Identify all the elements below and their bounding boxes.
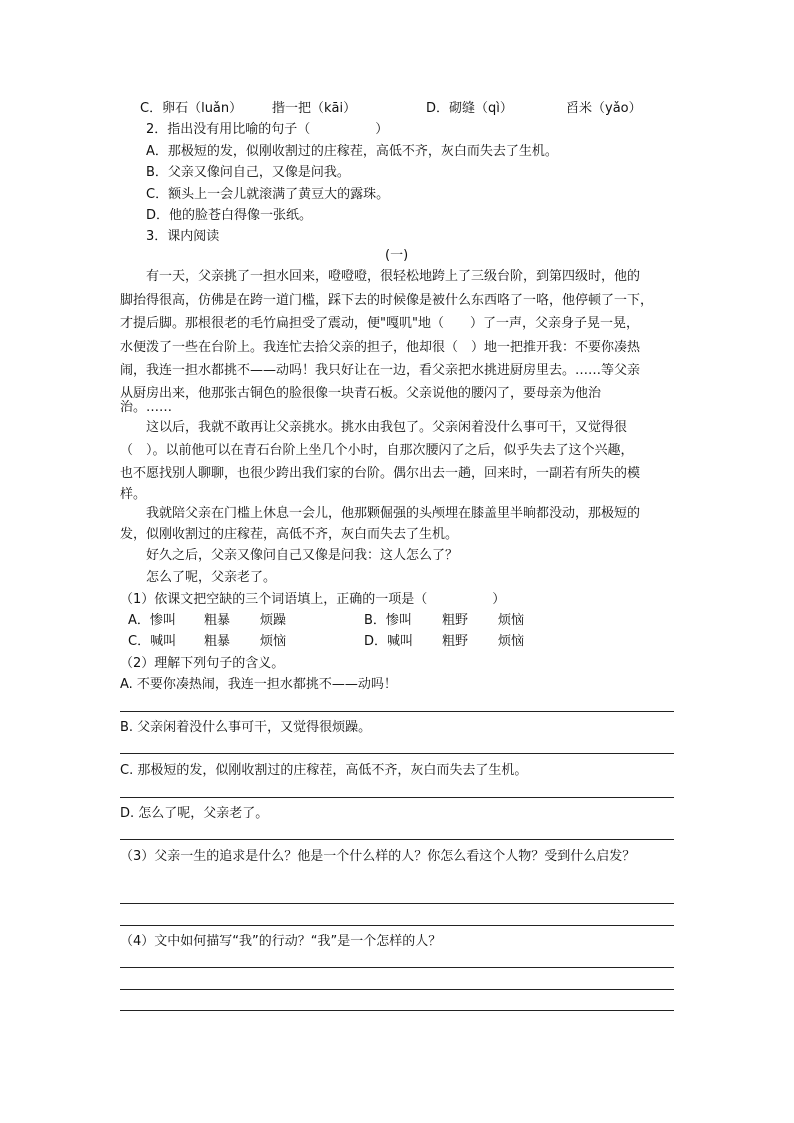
passage-line: 发，似刚收割过的庄稼茬，高低不齐，灰白而失去了生机。	[120, 527, 459, 542]
passage-line: 闹，我连一担水都挑不——动吗！我只好让在一边，看父亲把水挑进厨房里去。……等父亲	[120, 363, 641, 378]
passage-line: 好久之后，父亲又像问自己又像是问我：这人怎么了？	[146, 548, 459, 563]
q2-stem: 2．指出没有用比喻的句子（ ）	[146, 122, 389, 137]
passage-line: （ ）。以前他可以在青石台阶上坐几个小时，自那次腰闪了之后，似乎失去了这个兴趣，	[120, 443, 634, 458]
passage-line: 脚抬得很高，仿佛是在跨一道门槛，踩下去的时候像是被什么东西咯了一咯，他停顿了一下，	[120, 293, 654, 308]
sub1-option-row	[0, 612, 794, 630]
sub1-option-b-word: 粗野	[442, 613, 469, 628]
sub1-option-b-word: 烦恼	[498, 613, 525, 628]
answer-line[interactable]	[120, 797, 674, 798]
passage-line: 样。	[120, 487, 147, 502]
passage-line: 水便泼了一些在台阶上。我连忙去拾父亲的担子，他却很（ ）地一把推开我：不要你凑热	[120, 340, 641, 355]
passage-line: 怎么了呢，父亲老了。	[146, 570, 277, 585]
passage-section-label: (一)	[385, 248, 409, 263]
sub1-option-c-word: 粗暴	[204, 634, 231, 649]
sub2-sentence-c: C. 那极短的发，似刚收割过的庄稼茬，高低不齐，灰白而失去了生机。	[120, 763, 528, 778]
sub1-option-a: A．惨叫	[128, 613, 176, 628]
passage-line: 才提后脚。那根很老的毛竹扁担受了震动，便"嘎叽"地（ ）了一声，父亲身子晃一晃，	[120, 316, 639, 331]
q1-option-d: D．砌缝（qì）	[426, 101, 513, 116]
sub1-option-b: B．惨叫	[364, 613, 412, 628]
sub3-stem: （3）父亲一生的追求是什么？他是一个什么样的人？你怎么看这个人物？受到什么启发？	[120, 849, 636, 864]
passage-line: 我就陪父亲在门槛上休息一会儿，他那颗倔强的头颅埋在膝盖里半晌都没动，那极短的	[146, 506, 641, 521]
sub1-option-a-word: 粗暴	[204, 613, 231, 628]
q1-option-c-extra: 揩一把（kāi）	[272, 101, 357, 116]
answer-line[interactable]	[120, 903, 674, 904]
sub4-stem: （4）文中如何描写“我”的行动？“我”是一个怎样的人？	[120, 934, 442, 949]
passage-line: 从厨房出来，他那张古铜色的脸很像一块青石板。父亲说他的腰闪了，要母亲为他治	[120, 386, 602, 401]
q2-option-c: C．额头上一会儿就滚满了黄豆大的露珠。	[146, 187, 390, 202]
answer-line[interactable]	[120, 753, 674, 754]
q2-option-a: A．那极短的发，似刚收割过的庄稼茬，高低不齐，灰白而失去了生机。	[146, 144, 558, 159]
answer-line[interactable]	[120, 989, 674, 990]
sub1-option-c: C．喊叫	[128, 634, 177, 649]
sub1-option-row	[0, 633, 794, 651]
q3-stem: 3．课内阅读	[146, 229, 220, 244]
sub2-sentence-a: A. 不要你凑热闹，我连一担水都挑不——动吗！	[120, 677, 397, 692]
answer-line[interactable]	[120, 925, 674, 926]
q2-option-d: D．他的脸苍白得像一张纸。	[146, 208, 313, 223]
answer-line[interactable]	[120, 967, 674, 968]
answer-line[interactable]	[120, 1010, 674, 1011]
sub2-sentence-b: B. 父亲闲着没什么事可干，又觉得很烦躁。	[120, 720, 372, 735]
q2-option-b: B．父亲又像问自己，又像是问我。	[146, 165, 350, 180]
q1-option-d-extra: 舀米（yǎo）	[566, 101, 642, 116]
passage-line: 有一天，父亲挑了一担水回来，噔噔噔，很轻松地跨上了三级台阶，到第四级时，他的	[146, 269, 641, 284]
sub1-option-d-word: 粗野	[442, 634, 469, 649]
passage-line: 也不愿找别人聊聊，也很少跨出我们家的台阶。偶尔出去一趟，回来时，一副若有所失的模	[120, 466, 641, 481]
sub1-option-c-word: 烦恼	[260, 634, 287, 649]
q1-option-c: C．卵石（luǎn）	[140, 101, 243, 116]
answer-line[interactable]	[120, 839, 674, 840]
sub1-stem: （1）依课文把空缺的三个词语填上，正确的一项是（ ）	[120, 592, 506, 607]
passage-line: 这以后，我就不敢再让父亲挑水。挑水由我包了。父亲闲着没什么事可干，又觉得很	[146, 420, 628, 435]
answer-line[interactable]	[120, 711, 674, 712]
passage-line: 治。……	[120, 400, 173, 415]
sub2-stem: （2）理解下列句子的含义。	[120, 656, 285, 671]
sub1-option-d-word: 烦恼	[498, 634, 525, 649]
sub2-sentence-d: D. 怎么了呢，父亲老了。	[120, 806, 269, 821]
sub1-option-a-word: 烦躁	[260, 613, 287, 628]
sub1-option-d: D．喊叫	[364, 634, 414, 649]
